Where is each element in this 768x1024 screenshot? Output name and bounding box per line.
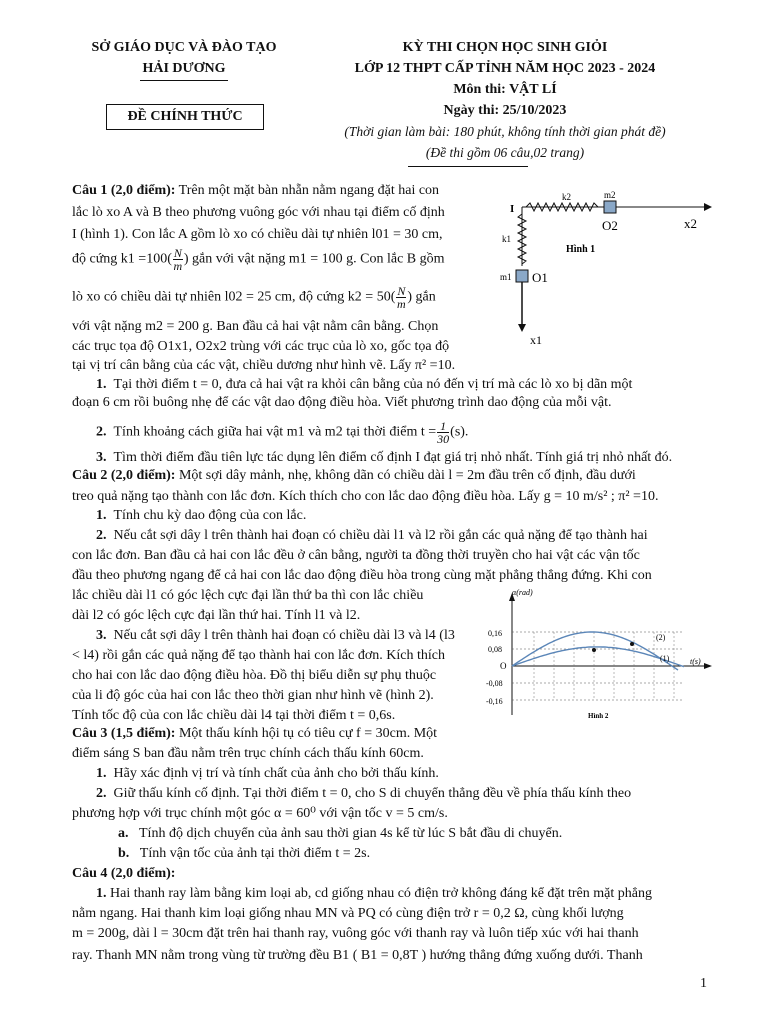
q4-part-1-cont-2: m = 200g, dài l = 30cm đặt trên hai thanh ray, vuông góc với thanh ray và luôn tiếp xúc với hai thanh	[72, 926, 639, 941]
q3-part-2-cont: phương hợp với trục chính một góc α = 60⁰ với vận tốc v = 5 cm/s.	[72, 806, 448, 821]
q2-part-2-cont-4: dài l2 có góc lệch cực đại lần thứ hai. Tính l1 và l2.	[72, 608, 361, 623]
header-underline-left	[140, 80, 228, 81]
fraction-N-m-2: $\frac{N}{m}$	[397, 284, 406, 311]
q4-part-1: 1. Hai thanh ray làm bằng kim loại ab, cd giống nhau có điện trở không đáng kể đặt trên mặt phẳng	[96, 886, 652, 901]
axis-x1-arrow	[518, 324, 526, 332]
q4-part-1-cont-3: ray. Thanh MN nằm trong vùng từ trường đều B1 ( B1 = 0,8T ) hướng thẳng đứng xuống dưới. Thanh	[72, 948, 643, 963]
figure-2-graph	[484, 585, 716, 725]
q2-part-2-cont-3: lắc chiều dài l1 có góc lệch cực đại lần thứ ba thì con lắc chiều	[72, 588, 424, 603]
q1-part-2: 2. Tính khoảng cách giữa hai vật m1 và m2 tại thời điểm t = $\frac{1}{30}$ (s).	[96, 419, 469, 446]
q1-title: Câu 1 (2,0 điểm):	[72, 183, 176, 198]
label-m2: m2	[604, 190, 616, 200]
label-I: I	[510, 203, 515, 215]
q3-part-2: 2. Giữ thấu kính cố định. Tại thời điểm t = 0, cho S di chuyển thẳng đều về phía thấu kính theo	[96, 786, 632, 801]
axis-x2-arrow	[704, 203, 712, 211]
department-name: SỞ GIÁO DỤC VÀ ĐÀO TẠO	[91, 40, 277, 55]
q2-part-2-cont-1: con lắc đơn. Ban đầu cả hai con lắc đều ở cân bằng, người ta đồng thời truyền cho hai vật các vận tốc	[72, 548, 640, 563]
label-m1: m1	[500, 272, 512, 282]
tick-neg-0-16: -0,16	[486, 697, 503, 706]
q1-part-3: 3. Tìm thời điểm đầu tiên lực tác dụng lên điểm cố định I đạt giá trị nhỏ nhất. Tính giá trị nhỏ nhất đó.	[96, 450, 673, 465]
q2-part-3-cont-3: của li độ góc của hai con lắc theo thời gian như hình vẽ (hình 2).	[72, 688, 434, 703]
y-axis-label: α(rad)	[512, 588, 533, 597]
label-k1: k1	[502, 234, 511, 244]
tick-0-16: 0,16	[488, 629, 502, 638]
q3-part-1: 1. Hãy xác định vị trí và tính chất của ảnh cho bởi thấu kính.	[96, 766, 439, 781]
q4-title-line	[72, 864, 714, 884]
q2-part-2: 2. Nếu cắt sợi dây l trên thành hai đoạn có chiều dài l1 và l2 rồi gắn các quả nặng để tạo thành hai	[96, 528, 648, 543]
tick-neg-0-08: -0,08	[486, 679, 503, 688]
q2-line-1: Câu 2 (2,0 điểm): Một sợi dây mảnh, nhẹ, không dãn có chiều dài l = 2m đầu trên cố định, đầu dưới	[72, 468, 636, 483]
q2-line-2: treo quả nặng tạo thành con lắc đơn. Kích thích cho con lắc dao động điều hòa. Lấy g = 10 m/s² ; π² =10.	[72, 489, 659, 504]
q1-line-2: lắc lò xo A và B theo phương vuông góc với nhau tại điểm cố định	[72, 205, 445, 220]
q2-part-3: 3. Nếu cắt sợi dây l trên thành hai đoạn có chiều dài l3 và l4 (l3	[96, 628, 455, 643]
q3-line-1: Câu 3 (1,5 điểm): Một thấu kính hội tụ có tiêu cự f = 30cm. Một	[72, 726, 438, 741]
time-note: (Thời gian làm bài: 180 phút, không tính thời gian phát đề)	[344, 124, 666, 139]
label-x1: x1	[530, 333, 542, 347]
pages-note: (Đề thi gồm 06 câu,02 trang)	[425, 145, 585, 160]
figure-1-caption: Hình 1	[566, 244, 596, 255]
figure-2-caption: Hình 2	[588, 712, 609, 720]
q1-line-6: với vật nặng m2 = 200 g. Ban đầu cả hai vật nằm cân bằng. Chọn	[72, 319, 439, 334]
official-label: ĐỀ CHÍNH THỨC	[106, 104, 264, 130]
exam-subtitle: LỚP 12 THPT CẤP TỈNH NĂM HỌC 2023 - 2024	[354, 61, 656, 76]
q1-line-8: tại vị trí cân bằng của các vật, chiều dương như hình vẽ. Lấy π² =10.	[72, 358, 456, 373]
q2-part-2-cont-2: đầu theo phương ngang để cả hai con lắc dao động điều hòa trong cùng mặt phẳng thẳng đứng. Khi con	[72, 568, 652, 583]
q3-line-2: điểm sáng S ban đầu nằm trên trục chính cách thấu kính 60cm.	[72, 746, 424, 761]
header-underline-right	[408, 166, 528, 167]
q2-part-3-cont-4: Tính tốc độ của con lắc chiều dài l4 tại thời điểm t = 0,6s.	[72, 708, 396, 723]
q2-part-3-cont-1: < l4) rồi gắn các quả nặng để tạo thành hai con lắc đơn. Kích thích	[72, 648, 445, 663]
figure-1-spring-diagram	[496, 186, 736, 356]
page-number: 1	[700, 976, 707, 991]
q1-line-4: độ cứng k1 =100( $\frac{N}{m}$ ) gắn với vật nặng m1 = 100 g. Con lắc B gồm	[72, 246, 445, 273]
x-axis-arrow	[704, 663, 712, 669]
q2-part-1: 1. Tính chu kỳ dao động của con lắc.	[96, 508, 307, 523]
q2-part-3-cont-2: cho hai con lắc dao động điều hòa. Đồ thị biểu diễn sự phụ thuộc	[72, 668, 437, 683]
q1-part-1-cont: đoạn 6 cm rồi buông nhẹ để các vật dao động điều hòa. Viết phương trình dao động của mỗi vật.	[72, 395, 612, 410]
mass-m1	[516, 270, 528, 282]
q1-line-5: lò xo có chiều dài tự nhiên l02 = 25 cm, độ cứng k2 = 50( $\frac{N}{m}$ ) gắn	[72, 284, 436, 311]
intersection-point-2	[630, 642, 634, 646]
tick-0-08: 0,08	[488, 645, 502, 654]
label-x2: x2	[684, 216, 697, 231]
q1-part-1: 1. Tại thời điểm t = 0, đưa cả hai vật ra khỏi cân bằng của nó đến vị trí mà các lò xo bị dãn một	[96, 377, 633, 392]
q3-part-2b: b. Tính vận tốc của ảnh tại thời điểm t = 2s.	[118, 846, 371, 861]
label-O1: O1	[532, 270, 548, 285]
q3-part-2a: a. Tính độ dịch chuyển của ảnh sau thời gian 4s kể từ lúc S bắt đầu di chuyển.	[118, 826, 563, 841]
label-O2: O2	[602, 218, 618, 233]
origin-label: O	[500, 661, 507, 671]
fraction-1-30: $\frac{1}{30}$	[437, 419, 450, 446]
series-2-label: (2)	[656, 633, 666, 642]
q1-line-1: Câu 1 (2,0 điểm): Trên một mặt bàn nhẵn nằm ngang đặt hai con	[72, 183, 440, 198]
province-name: HẢI DƯƠNG	[142, 61, 226, 76]
q3-title: Câu 3 (1,5 điểm):	[72, 726, 176, 741]
series-1-label: (1)	[660, 654, 670, 663]
mass-m2	[604, 201, 616, 213]
q2-title: Câu 2 (2,0 điểm):	[72, 468, 176, 483]
fraction-N-m: $\frac{N}{m}$	[173, 246, 183, 273]
q1-line-7: các trục tọa độ O1x1, O2x2 trùng với các trục của lò xo, gốc tọa độ	[72, 339, 450, 354]
exam-date: Ngày thi: 25/10/2023	[443, 103, 567, 118]
q4-part-1-cont-1: nằm ngang. Hai thanh kim loại giống nhau MN và PQ có cùng điện trở r = 0,2 Ω, cùng khối lượng	[72, 906, 624, 921]
label-k2: k2	[562, 192, 571, 202]
exam-subject: Môn thi: VẬT LÍ	[453, 82, 557, 97]
x-axis-label: t(s)	[690, 657, 701, 666]
q4-title: Câu 4 (2,0 điểm):	[72, 866, 176, 881]
exam-title: KỲ THI CHỌN HỌC SINH GIỎI	[402, 40, 608, 55]
q1-line-3: I (hình 1). Con lắc A gồm lò xo có chiều dài tự nhiên l01 = 30 cm,	[72, 227, 443, 242]
intersection-point-1	[592, 648, 596, 652]
